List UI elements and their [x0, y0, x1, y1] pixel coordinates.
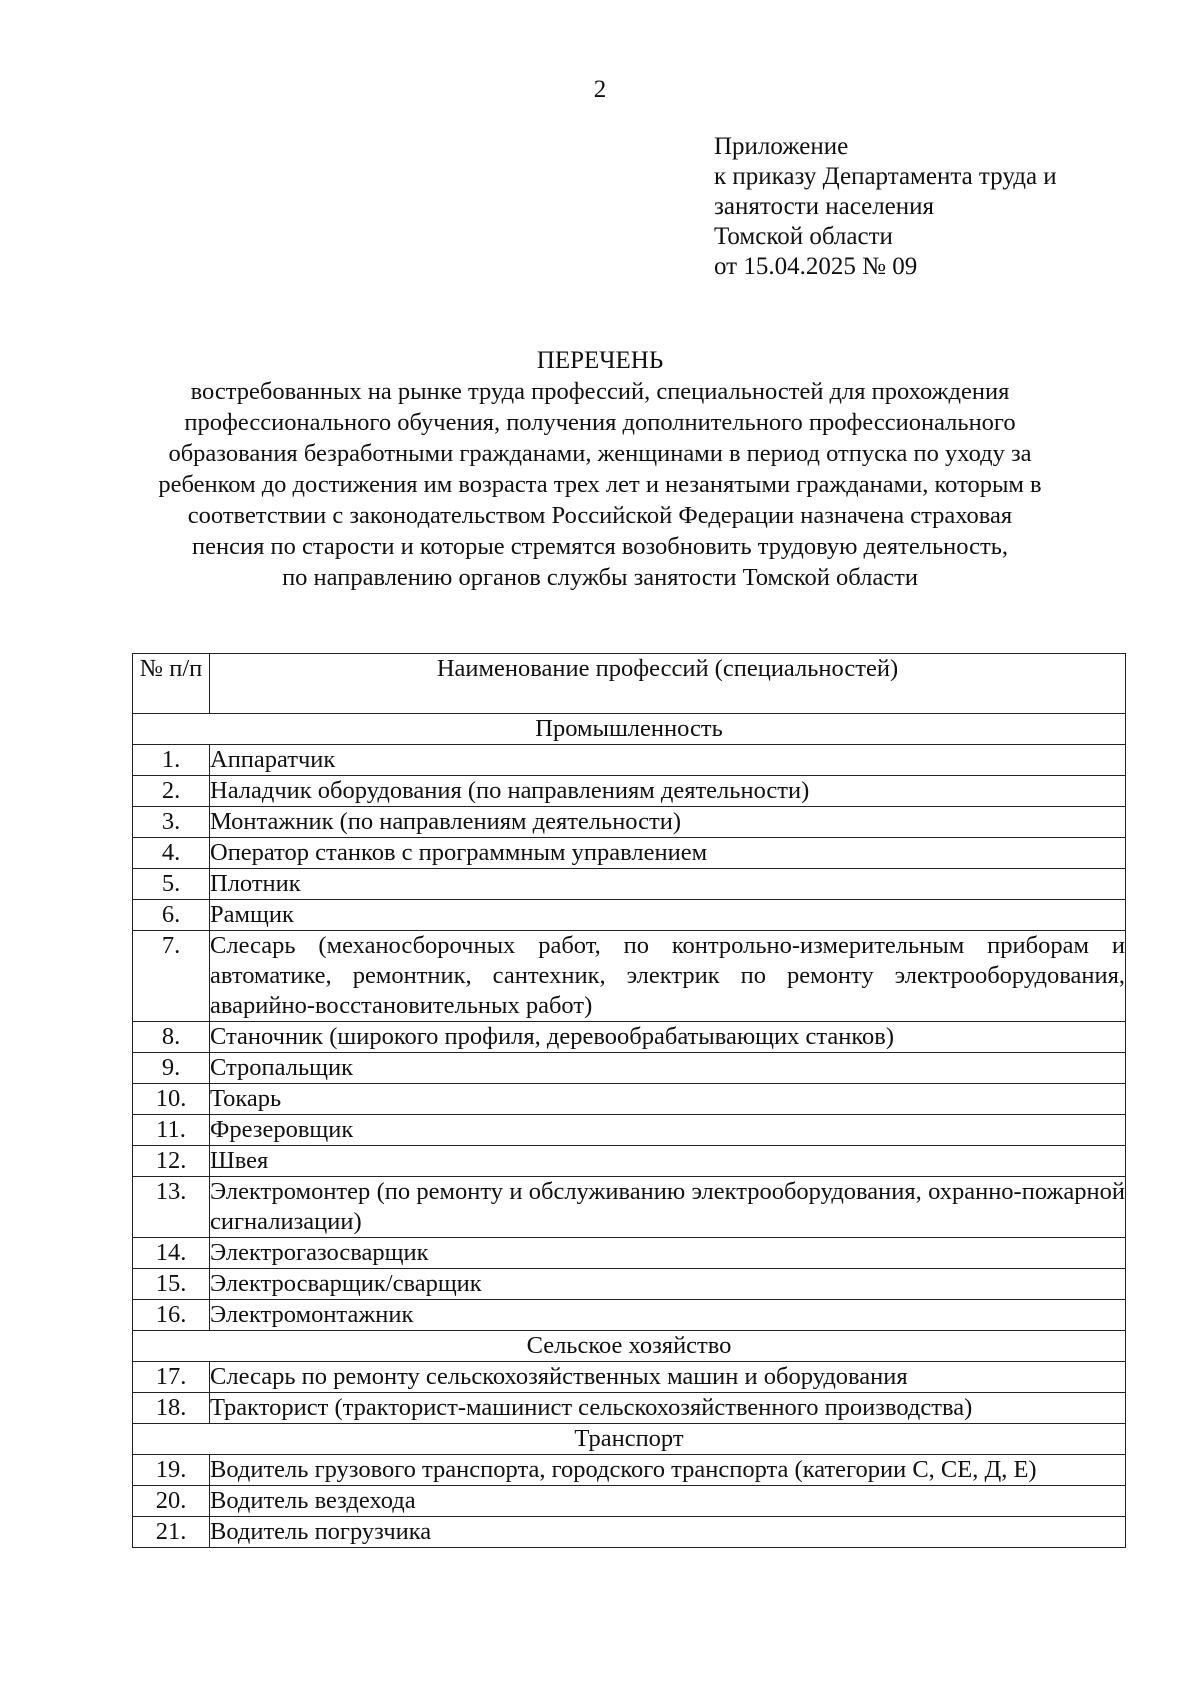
section-title: Сельское хозяйство: [133, 1331, 1126, 1362]
table-row: [133, 1362, 1126, 1393]
row-number: 6.: [133, 900, 210, 931]
profession-name: Водитель погрузчика: [210, 1517, 1126, 1548]
table-row: [133, 1238, 1126, 1269]
row-number: 15.: [133, 1269, 210, 1300]
row-number: 18.: [133, 1393, 210, 1424]
profession-name: Оператор станков с программным управлением: [210, 838, 1126, 869]
profession-name: Стропальщик: [210, 1053, 1126, 1084]
row-number: 11.: [133, 1115, 210, 1146]
table-row: [133, 1022, 1126, 1053]
professions-table: [132, 653, 1126, 1548]
table-row: [133, 1517, 1126, 1548]
table-row: [133, 1115, 1126, 1146]
subtitle-line: профессионального обучения, получения дополнительного профессионального: [184, 409, 1016, 436]
table-row: [133, 931, 1126, 1022]
section-row: [133, 714, 1126, 745]
section-row: [133, 1331, 1126, 1362]
profession-name: Швея: [210, 1146, 1126, 1177]
row-number: 4.: [133, 838, 210, 869]
appendix-line: к приказу Департамента труда и: [714, 163, 1057, 190]
appendix-line: от 15.04.2025 № 09: [714, 253, 918, 280]
profession-name: Слесарь (механосборочных работ, по контрольно-измерительным приборам и автоматике, ремонтник, сантехник, электрик по ремонту электрооборудования, аварийно-восстановительных работ): [210, 931, 1126, 1022]
appendix-line: Томской области: [714, 223, 893, 250]
profession-name: Аппаратчик: [210, 745, 1126, 776]
table-row: [133, 807, 1126, 838]
subtitle-line: по направлению органов службы занятости Томской области: [282, 564, 918, 591]
table-row: [133, 1300, 1126, 1331]
profession-name: Водитель грузового транспорта, городского транспорта (категории С, СЕ, Д, Е): [210, 1455, 1126, 1486]
profession-name: Электромонтер (по ремонту и обслуживанию электрооборудования, охранно-пожарной сигнализации): [210, 1177, 1126, 1238]
table-row: [133, 1146, 1126, 1177]
profession-name: Электромонтажник: [210, 1300, 1126, 1331]
table-row: [133, 1269, 1126, 1300]
row-number: 13.: [133, 1177, 210, 1238]
table-row: [133, 1486, 1126, 1517]
appendix-line: занятости населения: [714, 193, 935, 220]
profession-name: Токарь: [210, 1084, 1126, 1115]
row-number: 5.: [133, 869, 210, 900]
subtitle-line: образования безработными гражданами, женщинами в период отпуска по уходу за: [168, 440, 1032, 467]
table-row: [133, 1084, 1126, 1115]
subtitle-line: соответствии с законодательством Российской Федерации назначена страховая: [187, 502, 1013, 529]
appendix-block: [714, 132, 1057, 282]
table-row: [133, 900, 1126, 931]
document-title-block: [60, 345, 1140, 593]
column-header-number: № п/п: [133, 654, 210, 714]
row-number: 19.: [133, 1455, 210, 1486]
row-number: 12.: [133, 1146, 210, 1177]
table-row: [133, 1053, 1126, 1084]
profession-name: Монтажник (по направлениям деятельности): [210, 807, 1126, 838]
row-number: 16.: [133, 1300, 210, 1331]
table-row: [133, 869, 1126, 900]
profession-name: Слесарь по ремонту сельскохозяйственных машин и оборудования: [210, 1362, 1126, 1393]
table-row: [133, 1455, 1126, 1486]
profession-name: Плотник: [210, 869, 1126, 900]
document-title: ПЕРЕЧЕНЬ: [536, 347, 664, 374]
row-number: 21.: [133, 1517, 210, 1548]
table-row: [133, 745, 1126, 776]
row-number: 7.: [133, 931, 210, 1022]
row-number: 20.: [133, 1486, 210, 1517]
profession-name: Фрезеровщик: [210, 1115, 1126, 1146]
table-row: [133, 776, 1126, 807]
profession-name: Станочник (широкого профиля, деревообрабатывающих станков): [210, 1022, 1126, 1053]
row-number: 1.: [133, 745, 210, 776]
profession-name: Наладчик оборудования (по направлениям деятельности): [210, 776, 1126, 807]
table-header-row: [133, 654, 1126, 714]
profession-name: Электрогазосварщик: [210, 1238, 1126, 1269]
section-title: Промышленность: [133, 714, 1126, 745]
table-body: [133, 714, 1126, 1548]
profession-name: Рамщик: [210, 900, 1126, 931]
column-header-name: Наименование профессий (специальностей): [210, 654, 1126, 714]
table-row: [133, 838, 1126, 869]
row-number: 8.: [133, 1022, 210, 1053]
profession-name: Тракторист (тракторист-машинист сельскохозяйственного производства): [210, 1393, 1126, 1424]
subtitle-line: востребованных на рынке труда профессий, специальностей для прохождения: [190, 378, 1010, 405]
subtitle-line: ребенком до достижения им возраста трех лет и незанятыми гражданами, которым в: [158, 471, 1042, 498]
row-number: 17.: [133, 1362, 210, 1393]
subtitle-line: пенсия по старости и которые стремятся возобновить трудовую деятельность,: [191, 533, 1008, 560]
table-row: [133, 1393, 1126, 1424]
row-number: 10.: [133, 1084, 210, 1115]
page-number: 2: [593, 76, 607, 103]
row-number: 3.: [133, 807, 210, 838]
table-row: [133, 1177, 1126, 1238]
appendix-line: Приложение: [714, 133, 849, 160]
row-number: 9.: [133, 1053, 210, 1084]
row-number: 2.: [133, 776, 210, 807]
row-number: 14.: [133, 1238, 210, 1269]
section-row: [133, 1424, 1126, 1455]
profession-name: Водитель вездехода: [210, 1486, 1126, 1517]
profession-name: Электросварщик/сварщик: [210, 1269, 1126, 1300]
section-title: Транспорт: [133, 1424, 1126, 1455]
